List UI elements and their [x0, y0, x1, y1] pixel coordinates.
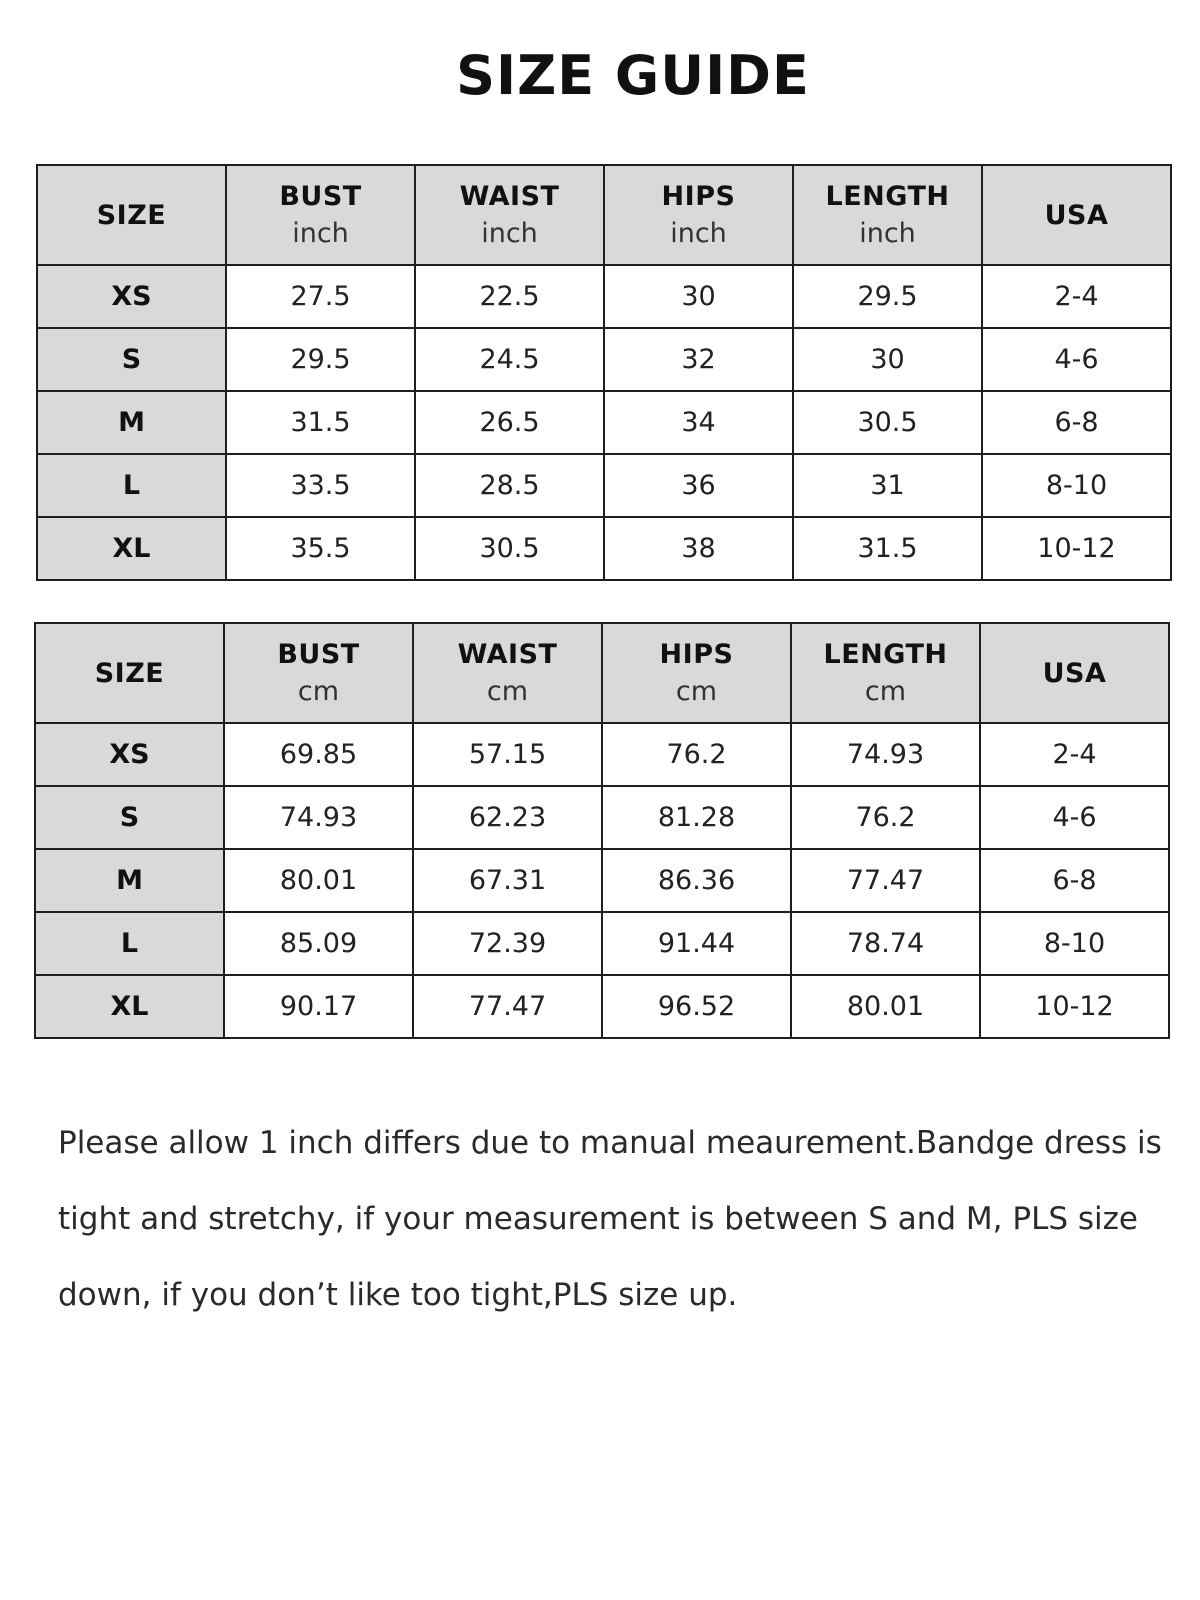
bust-cell: 69.85 — [224, 723, 413, 786]
size-cell — [35, 912, 224, 975]
table-row — [37, 265, 1171, 328]
header-label: BUST — [277, 639, 360, 670]
table-row — [37, 454, 1171, 517]
length-cell: 30 — [793, 328, 982, 391]
bust-cell: 35.5 — [226, 517, 415, 580]
length-cell: 80.01 — [791, 975, 980, 1038]
hips-cell: 81.28 — [602, 786, 791, 849]
table-header-row — [35, 623, 1169, 723]
hips-cell: 76.2 — [602, 723, 791, 786]
header-cell-waist — [415, 165, 604, 265]
bust-cell: 90.17 — [224, 975, 413, 1038]
header-cell-bust — [224, 623, 413, 723]
hips-cell: 36 — [604, 454, 793, 517]
header-unit: inch — [859, 218, 916, 249]
size-cell — [35, 849, 224, 912]
header-label: SIZE — [96, 199, 167, 231]
hips-cell: 91.44 — [602, 912, 791, 975]
header-label: WAIST — [459, 181, 560, 212]
header-unit: cm — [675, 676, 718, 707]
waist-cell: 30.5 — [415, 517, 604, 580]
header-label: LENGTH — [823, 639, 948, 670]
usa-cell: 2-4 — [980, 723, 1169, 786]
table-row — [35, 912, 1169, 975]
usa-cell: 10-12 — [982, 517, 1171, 580]
header-label: LENGTH — [825, 181, 950, 212]
usa-cell: 4-6 — [982, 328, 1171, 391]
length-cell: 77.47 — [791, 849, 980, 912]
waist-cell: 62.23 — [413, 786, 602, 849]
hips-cell: 38 — [604, 517, 793, 580]
size-cell — [37, 517, 226, 580]
size-label: XS — [111, 281, 152, 312]
size-cell — [37, 265, 226, 328]
header-unit: cm — [486, 676, 529, 707]
size-cell — [37, 454, 226, 517]
length-cell: 29.5 — [793, 265, 982, 328]
size-label: S — [121, 344, 142, 375]
header-label: SIZE — [94, 657, 165, 689]
header-label: USA — [1044, 199, 1109, 231]
length-cell: 74.93 — [791, 723, 980, 786]
waist-cell: 67.31 — [413, 849, 602, 912]
header-cell-size — [37, 165, 226, 265]
header-cell-length — [791, 623, 980, 723]
size-label: M — [116, 865, 143, 896]
table-row — [37, 517, 1171, 580]
table-row — [35, 786, 1169, 849]
hips-cell: 30 — [604, 265, 793, 328]
header-label: HIPS — [661, 181, 736, 212]
table-row — [35, 975, 1169, 1038]
bust-cell: 80.01 — [224, 849, 413, 912]
length-cell: 30.5 — [793, 391, 982, 454]
header-label: USA — [1042, 657, 1107, 689]
size-table-inch — [36, 164, 1172, 581]
size-label: S — [119, 802, 140, 833]
header-label: HIPS — [659, 639, 734, 670]
header-cell-hips — [604, 165, 793, 265]
table-row — [37, 328, 1171, 391]
waist-cell: 26.5 — [415, 391, 604, 454]
header-cell-size — [35, 623, 224, 723]
waist-cell: 28.5 — [415, 454, 604, 517]
usa-cell: 8-10 — [980, 912, 1169, 975]
header-cell-usa — [982, 165, 1171, 265]
waist-cell: 77.47 — [413, 975, 602, 1038]
size-table-cm — [34, 622, 1170, 1039]
bust-cell: 85.09 — [224, 912, 413, 975]
usa-cell: 2-4 — [982, 265, 1171, 328]
bust-cell: 27.5 — [226, 265, 415, 328]
header-cell-waist — [413, 623, 602, 723]
waist-cell: 24.5 — [415, 328, 604, 391]
length-cell: 76.2 — [791, 786, 980, 849]
size-label: L — [120, 928, 139, 959]
header-label: WAIST — [457, 639, 558, 670]
header-unit: inch — [292, 218, 349, 249]
header-cell-length — [793, 165, 982, 265]
header-cell-hips — [602, 623, 791, 723]
hips-cell: 86.36 — [602, 849, 791, 912]
size-cell — [35, 723, 224, 786]
length-cell: 78.74 — [791, 912, 980, 975]
waist-cell: 72.39 — [413, 912, 602, 975]
usa-cell: 10-12 — [980, 975, 1169, 1038]
header-label: BUST — [279, 181, 362, 212]
header-cell-usa — [980, 623, 1169, 723]
bust-cell: 74.93 — [224, 786, 413, 849]
size-label: XL — [110, 991, 149, 1022]
hips-cell: 34 — [604, 391, 793, 454]
usa-cell: 8-10 — [982, 454, 1171, 517]
size-cell — [35, 975, 224, 1038]
size-label: L — [122, 470, 141, 501]
hips-cell: 96.52 — [602, 975, 791, 1038]
fit-note: Please allow 1 inch differs due to manual meaurement.Bandge dress is tight and stretchy, if your measurement is between S and M, PLS size down, if you don’t like too tight,PLS size up. — [58, 1125, 1162, 1313]
table-row — [37, 391, 1171, 454]
bust-cell: 33.5 — [226, 454, 415, 517]
header-cell-bust — [226, 165, 415, 265]
bust-cell: 29.5 — [226, 328, 415, 391]
size-label: XL — [112, 533, 151, 564]
size-label: XS — [109, 739, 150, 770]
page-title: SIZE GUIDE — [456, 44, 810, 107]
size-cell — [37, 328, 226, 391]
header-unit: inch — [670, 218, 727, 249]
hips-cell: 32 — [604, 328, 793, 391]
usa-cell: 6-8 — [980, 849, 1169, 912]
usa-cell: 6-8 — [982, 391, 1171, 454]
header-unit: cm — [297, 676, 340, 707]
header-unit: cm — [864, 676, 907, 707]
length-cell: 31.5 — [793, 517, 982, 580]
header-unit: inch — [481, 218, 538, 249]
length-cell: 31 — [793, 454, 982, 517]
usa-cell: 4-6 — [980, 786, 1169, 849]
waist-cell: 57.15 — [413, 723, 602, 786]
table-row — [35, 849, 1169, 912]
table-row — [35, 723, 1169, 786]
size-cell — [35, 786, 224, 849]
size-cell — [37, 391, 226, 454]
size-label: M — [118, 407, 145, 438]
waist-cell: 22.5 — [415, 265, 604, 328]
table-header-row — [37, 165, 1171, 265]
bust-cell: 31.5 — [226, 391, 415, 454]
